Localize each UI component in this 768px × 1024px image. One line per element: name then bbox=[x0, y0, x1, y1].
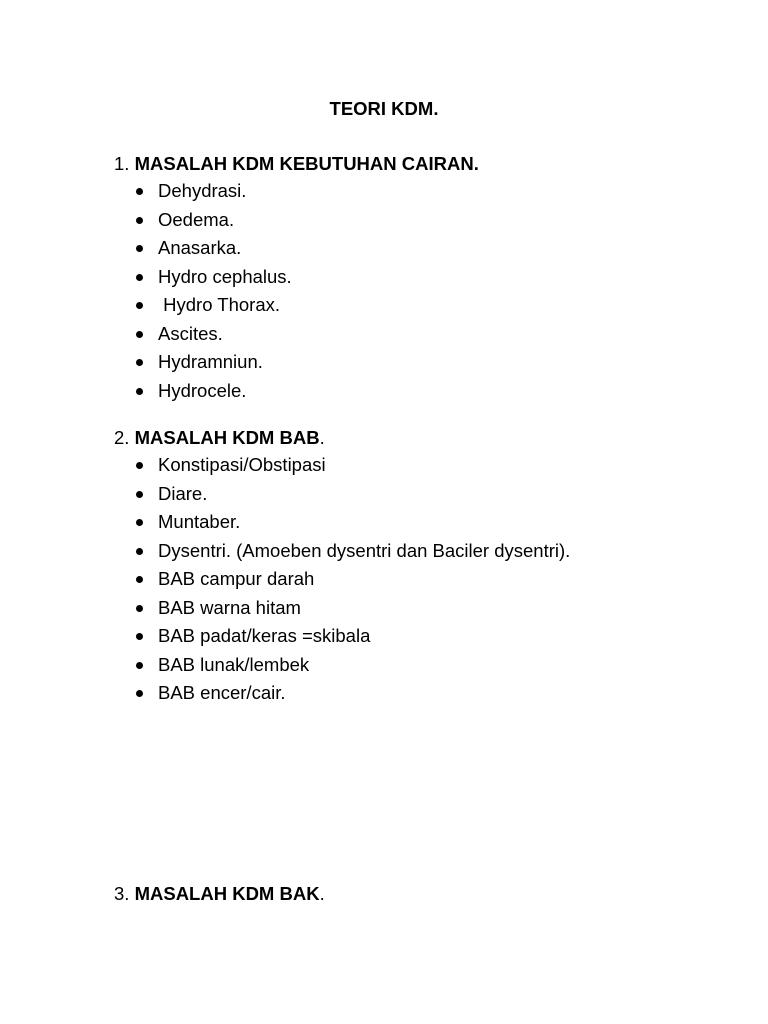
list-item bbox=[114, 263, 734, 292]
bullet-icon bbox=[136, 245, 143, 252]
list-item-text: Hydrocele. bbox=[158, 379, 247, 401]
section-number: 1. bbox=[114, 153, 135, 174]
section-bak bbox=[114, 881, 734, 907]
section-number: 3. bbox=[114, 883, 135, 904]
section-kebutuhan-cairan bbox=[114, 151, 734, 405]
bullet-list bbox=[114, 451, 734, 708]
list-item-text: Konstipasi/Obstipasi bbox=[158, 454, 326, 475]
bullet-icon bbox=[136, 690, 143, 697]
list-item bbox=[114, 508, 734, 537]
bullet-icon bbox=[136, 491, 143, 498]
list-item bbox=[114, 451, 734, 480]
list-item bbox=[114, 234, 734, 263]
section-heading bbox=[114, 151, 734, 177]
section-heading-suffix: . bbox=[319, 427, 325, 448]
bullet-list bbox=[114, 177, 734, 405]
bullet-icon bbox=[136, 605, 143, 612]
bullet-icon bbox=[136, 462, 143, 469]
bullet-icon bbox=[136, 331, 143, 338]
document-title: TEORI KDM. bbox=[329, 98, 439, 119]
section-heading-suffix: . bbox=[473, 153, 479, 174]
list-item-text: Muntaber. bbox=[158, 511, 241, 532]
list-item-text: BAB campur darah bbox=[158, 568, 315, 589]
list-item-text: Dehydrasi. bbox=[158, 180, 247, 201]
section-heading-text: MASALAH KDM BAK bbox=[134, 883, 320, 904]
bullet-icon bbox=[136, 633, 143, 640]
list-item-text: BAB lunak/lembek bbox=[158, 653, 310, 675]
bullet-icon bbox=[136, 274, 143, 281]
list-item bbox=[114, 377, 734, 406]
list-item bbox=[114, 622, 734, 651]
list-item bbox=[114, 651, 734, 680]
bullet-icon bbox=[136, 302, 143, 309]
bullet-icon bbox=[136, 359, 143, 366]
list-item-text: Oedema. bbox=[158, 208, 235, 230]
list-item-text: BAB padat/keras =skibala bbox=[158, 625, 371, 646]
list-item bbox=[114, 480, 734, 509]
list-item-text: Hydro Thorax. bbox=[158, 294, 281, 315]
bullet-icon bbox=[136, 217, 143, 224]
section-heading-text: MASALAH KDM BAB bbox=[134, 427, 320, 448]
bullet-icon bbox=[136, 576, 143, 583]
list-item-text: Anasarka. bbox=[158, 237, 242, 258]
list-item-text: BAB warna hitam bbox=[158, 596, 301, 618]
list-item bbox=[114, 348, 734, 377]
list-item bbox=[114, 320, 734, 349]
list-item bbox=[114, 206, 734, 235]
bullet-icon bbox=[136, 388, 143, 395]
bullet-icon bbox=[136, 519, 143, 526]
bullet-icon bbox=[136, 188, 143, 195]
bullet-icon bbox=[136, 662, 143, 669]
bullet-icon bbox=[136, 548, 143, 555]
section-heading-text: MASALAH KDM KEBUTUHAN CAIRAN bbox=[134, 153, 474, 174]
list-item-text: Hydro cephalus. bbox=[158, 265, 292, 287]
list-item bbox=[114, 177, 734, 206]
list-item-text: Diare. bbox=[158, 482, 208, 504]
list-item-text: Dysentri. (Amoeben dysentri dan Baciler dysentri). bbox=[158, 539, 571, 561]
list-item-text: BAB encer/cair. bbox=[158, 682, 286, 703]
list-item bbox=[114, 679, 734, 708]
section-heading bbox=[114, 425, 734, 451]
list-item bbox=[114, 537, 734, 566]
section-heading bbox=[114, 881, 734, 907]
list-item bbox=[114, 594, 734, 623]
list-item bbox=[114, 291, 734, 320]
section-heading-suffix: . bbox=[319, 883, 325, 904]
section-bab bbox=[114, 425, 734, 708]
section-number: 2. bbox=[114, 427, 135, 448]
list-item bbox=[114, 565, 734, 594]
list-item-text: Hydramniun. bbox=[158, 351, 263, 372]
list-item-text: Ascites. bbox=[158, 322, 223, 344]
